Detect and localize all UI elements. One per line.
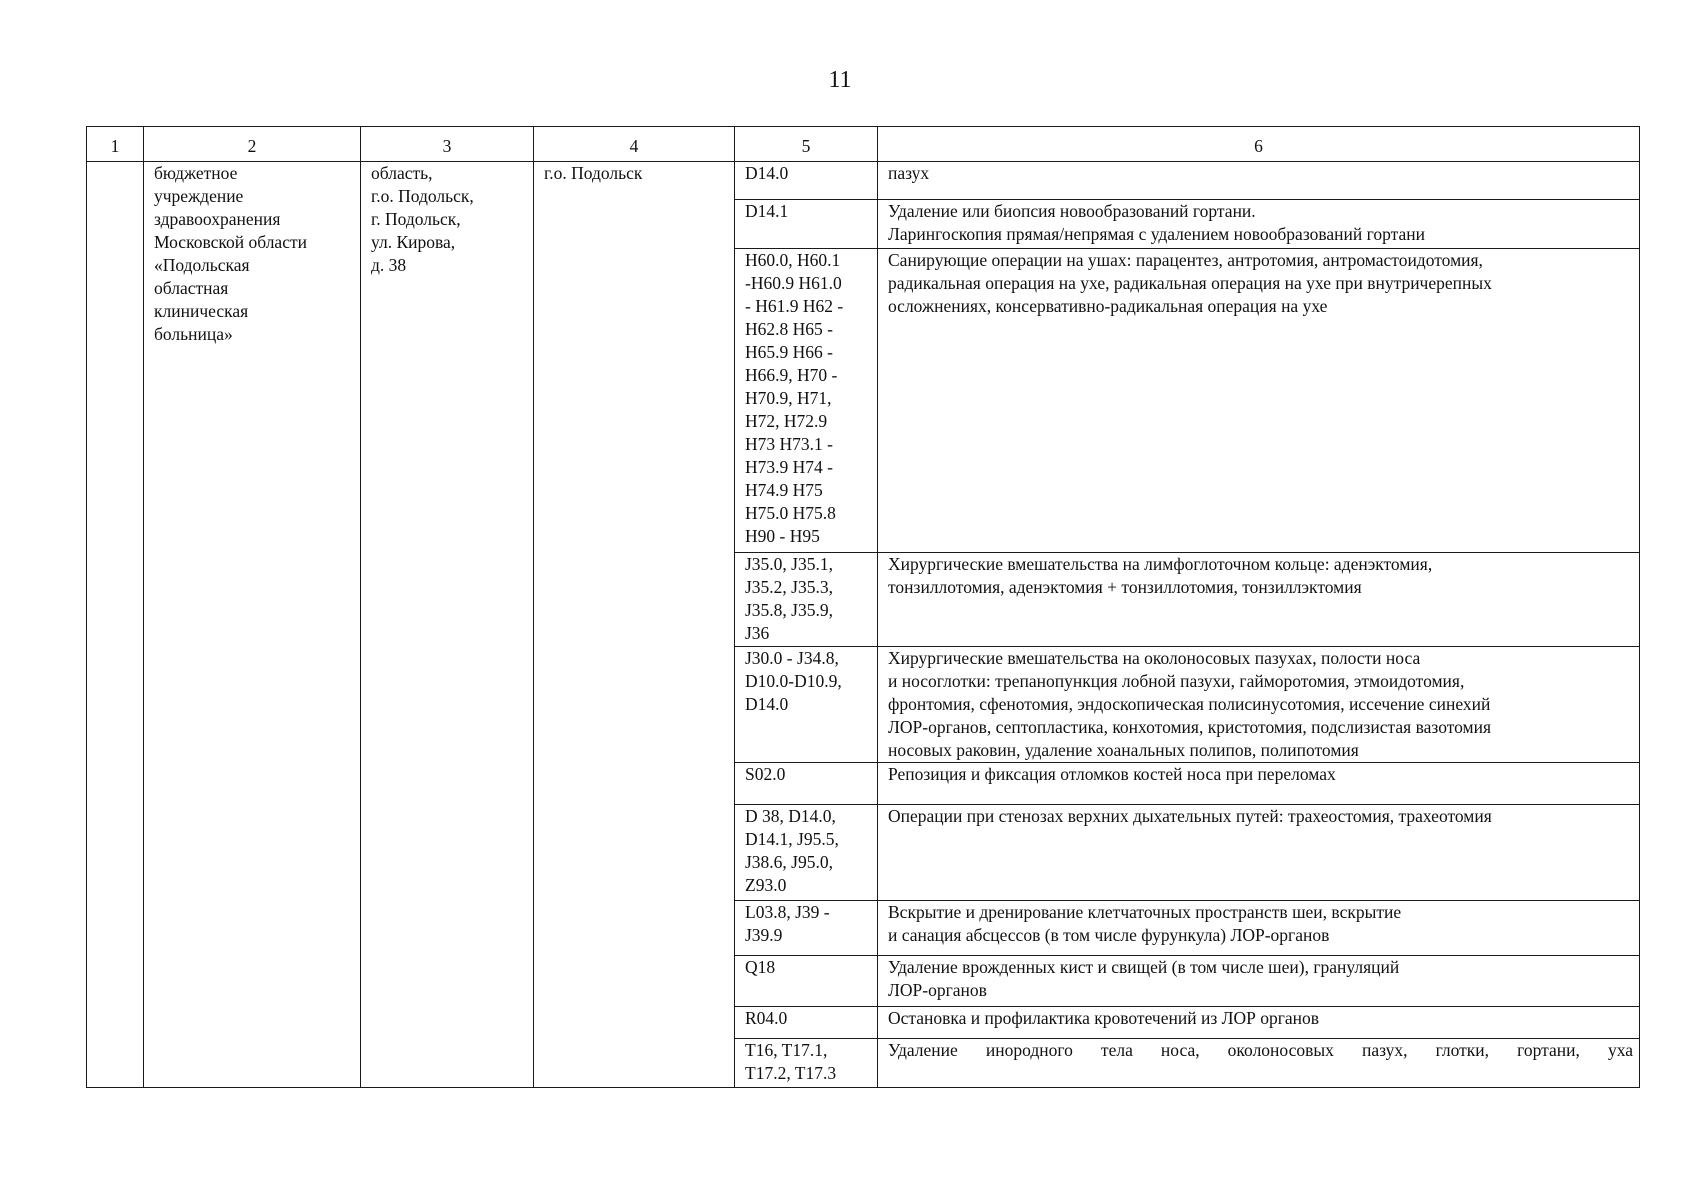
icd-code-cell: H60.0, H60.1 -H60.9 H61.0 - H61.9 H62 - H62.8 H65 - H65.9 H66 - H66.9, H70 - H70.9, H71, H72, H72.9 H73 H73.1 - H73.9 H74 - H74.9 H75 H75.0 H75.8 H90 - H95 xyxy=(735,249,878,553)
icd-code-cell: T16, T17.1, T17.2, T17.3 xyxy=(735,1039,878,1088)
procedure-cell: Удаление инородного тела носа, околоносовых пазух, глотки, гортани, уха xyxy=(878,1039,1640,1088)
icd-code-cell: J30.0 - J34.8, D10.0-D10.9, D14.0 xyxy=(735,647,878,763)
table-header xyxy=(87,127,1640,162)
icd-code-cell: L03.8, J39 - J39.9 xyxy=(735,901,878,956)
page-number: 11 xyxy=(828,67,852,93)
icd-code-cell: D14.1 xyxy=(735,200,878,249)
header-col-2: 2 xyxy=(144,127,361,162)
icd-code-cell: Q18 xyxy=(735,956,878,1007)
header-col-3: 3 xyxy=(361,127,534,162)
icd-code-cell: R04.0 xyxy=(735,1007,878,1039)
procedure-cell: Хирургические вмешательства на лимфоглоточном кольце: аденэктомия, тонзиллотомия, аденэктомия + тонзиллотомия, тонзиллэктомия xyxy=(878,553,1640,647)
procedure-cell: Операции при стенозах верхних дыхательных путей: трахеостомия, трахеотомия xyxy=(878,805,1640,901)
procedure-cell: Репозиция и фиксация отломков костей носа при переломах xyxy=(878,763,1640,805)
municipality-cell: г.о. Подольск xyxy=(534,162,735,1088)
procedure-cell: Удаление врожденных кист и свищей (в том числе шеи), грануляций ЛОР-органов xyxy=(878,956,1640,1007)
table-row xyxy=(87,162,1640,200)
procedure-cell: Хирургические вмешательства на околоносовых пазухах, полости носа и носоглотки: трепанопункция лобной пазухи, гайморотомия, этмоидотомия, фронтомия, сфенотомия, эндоскопическая полисинусотомия, иссечение синехий ЛОР-органов, септопластика, конхотомия, кристотомия, подслизистая вазотомия носовых раковин, удаление хоанальных полипов, полипотомия xyxy=(878,647,1640,763)
row-number-cell xyxy=(87,162,144,1088)
header-col-4: 4 xyxy=(534,127,735,162)
icd-code-cell: D 38, D14.0, D14.1, J95.5, J38.6, J95.0, Z93.0 xyxy=(735,805,878,901)
procedure-cell: Удаление или биопсия новообразований гортани. Ларингоскопия прямая/непрямая с удалением новообразований гортани xyxy=(878,200,1640,249)
header-col-1: 1 xyxy=(87,127,144,162)
procedure-cell: Вскрытие и дренирование клетчаточных пространств шеи, вскрытие и санация абсцессов (в том числе фурункула) ЛОР-органов xyxy=(878,901,1640,956)
procedure-cell: пазух xyxy=(878,162,1640,200)
institution-name-cell: бюджетное учреждение здравоохранения Московской области «Подольская областная клиническая больница» xyxy=(144,162,361,1088)
procedure-cell: Остановка и профилактика кровотечений из ЛОР органов xyxy=(878,1007,1640,1039)
header-row xyxy=(87,127,1640,162)
header-col-5: 5 xyxy=(735,127,878,162)
icd-code-cell: D14.0 xyxy=(735,162,878,200)
table-body xyxy=(87,162,1640,1088)
procedures-table xyxy=(86,126,1640,1088)
procedure-cell: Санирующие операции на ушах: парацентез, антротомия, антромастоидотомия, радикальная операция на ухе, радикальная операция на ухе при внутричерепных осложнениях, консервативно-радикальная операция на ухе xyxy=(878,249,1640,553)
address-cell: область, г.о. Подольск, г. Подольск, ул. Кирова, д. 38 xyxy=(361,162,534,1088)
icd-code-cell: S02.0 xyxy=(735,763,878,805)
header-col-6: 6 xyxy=(878,127,1640,162)
icd-code-cell: J35.0, J35.1, J35.2, J35.3, J35.8, J35.9, J36 xyxy=(735,553,878,647)
